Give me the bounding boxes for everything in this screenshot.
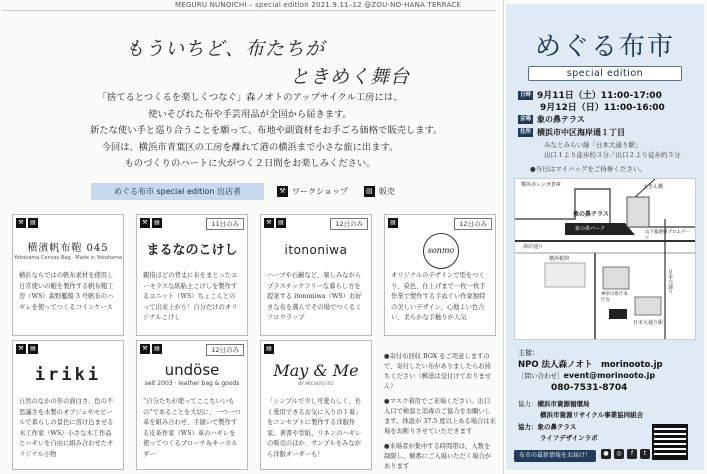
exhibitor-card [12, 340, 124, 470]
circle-icon[interactable]: ● [601, 449, 611, 459]
exhibitor-card [260, 340, 372, 470]
card-sub: BY MICHIYO ITO [298, 382, 334, 387]
legend-sale [364, 186, 395, 197]
date-tag: 11日のみ [206, 218, 244, 230]
sale-label: 販売 [378, 187, 395, 196]
headline-line2: ときめく舞台 [290, 66, 411, 88]
workshop-icon: ⚒ [140, 344, 150, 354]
sale-icon: ▤ [28, 218, 38, 228]
map-label: 海岸通り [523, 244, 544, 250]
exhibitor-card [12, 214, 124, 336]
legend-workshop [277, 186, 348, 197]
sns-icons [601, 449, 650, 459]
intro-line: 使いそびれた布や手芸用品が全国から届きます。 [148, 108, 352, 120]
coop-row [518, 399, 590, 408]
venue-row [518, 114, 585, 125]
organizer: NPO 法人森ノオト morinooto.jp [518, 360, 663, 370]
coop-2: 横浜市資源リサイクル事業協同組合 [540, 411, 644, 419]
map-label: 大さん橋 [643, 184, 664, 190]
intro-line: 新たな使い手と巡り合うことを願って、布地や副資材をお手ごろ価格で販売します。 [90, 125, 443, 136]
headline-line1: もういちど、布たちが [125, 38, 326, 60]
date-2: 9月12日（日）11:00-16:00 [540, 103, 665, 113]
sale-icon: ▤ [152, 218, 162, 228]
sale-icon: ▤ [28, 344, 38, 354]
exhibitor-card [136, 214, 248, 336]
card-desc: 親指ほどの背丈に布をまとったユーモラスな紙粘土こけしを製作するユニット（WS）ちょこんとのって出来上がり！自分だけのオリジナルこけし [143, 272, 238, 322]
card-logo: May & Me [273, 361, 359, 380]
coop-1: 横浜市資源循環局 [537, 400, 590, 408]
contact-label: ［問い合わせ］ [518, 372, 564, 380]
date-1: 9月11日（土）11:00-17:00 [537, 91, 662, 101]
column-divider [503, 0, 504, 474]
intro-line: 「捨てるとつくるを楽しくつなぐ」森ノオトのアップサイクル工房には、 [97, 92, 403, 103]
workshop-icon: ⚒ [16, 218, 26, 228]
instagram-icon[interactable]: ◎ [614, 449, 624, 459]
date-tag: 12日のみ [454, 218, 492, 230]
intro-text [90, 90, 443, 173]
date-label: 日時 [520, 92, 532, 98]
facebook-icon[interactable]: f [627, 449, 637, 459]
sale-icon: ▤ [152, 344, 162, 354]
card-icons [264, 344, 274, 354]
workshop-icon: ⚒ [16, 344, 26, 354]
exhibitor-card [384, 214, 496, 336]
note-item: ●マスク着用でご来場ください。出口入口で検温と消毒のご協力をお願いします。体温が 37.5 度以上ある場合は来場をお断りさせていただきます [384, 398, 496, 435]
organizer-label: 主催： [518, 349, 539, 357]
parking-note: ●当日はマイバッグをご持参ください。 [530, 165, 646, 173]
intro-line: 今回は、横浜市青葉区の工房を離れて港の横浜まで小さな旅に出ます。 [101, 141, 399, 153]
card-logo: 横濱帆布鞄 045 [27, 243, 109, 254]
coop-4: ライフデザインラボ [540, 434, 598, 442]
map-label: 日本大通り駅 [633, 320, 664, 326]
card-desc: 「シンプルで少し可愛らしく、長く愛用できるお気に入りの１着」をコンセプトに製作する洋服作家。著書や型紙、リネンのハギレの販売のほか、サンプルをみながら洋服オーダーも！ [267, 398, 362, 458]
event-subtitle: special edition [528, 66, 682, 81]
exhibitor-card [260, 214, 372, 336]
address: 横浜市中区海岸通１丁目 [537, 128, 626, 137]
workshop-icon: ⚒ [277, 186, 288, 197]
sale-icon: ▤ [276, 218, 286, 228]
card-icons [16, 344, 38, 354]
exhibitor-card [136, 340, 248, 470]
map-label: 山下臨港線プロムナード [645, 230, 690, 241]
card-icons [16, 218, 38, 228]
qr-code[interactable] [652, 424, 688, 460]
contact-row [518, 371, 655, 380]
date-tag: 12日のみ [206, 344, 244, 356]
card-icons [388, 218, 398, 228]
card-icons [264, 218, 286, 228]
workshop-label: ワークショップ [292, 187, 348, 196]
card-sub: Yokohama Canvas Bag · Made in Yokohama [13, 255, 123, 261]
sale-icon: ▤ [388, 218, 398, 228]
access-line-1: みなとみらい線「日本大通り駅」 [544, 141, 642, 149]
card-desc: 自然のなかの形の面白さ、色の不思議さを木製のオブジェやモビールで暮らしの景色に溶け込ませる木工作家（WS）小さな木工作品とハギレを自由に組み合わせたオリジナル小物 [19, 398, 114, 458]
workshop-icon: ⚒ [264, 218, 274, 228]
card-desc: ハーブや石鹸など、楽しみながらプラスチックフリーな暮らし方を提案する itononiwa（WS）お好きな布を選んでその場でつくるミツロウラップ [267, 272, 362, 322]
card-logo: itononiwa [284, 243, 348, 257]
coop-3: 協力：象の鼻テラス [518, 423, 577, 431]
card-icons [140, 344, 162, 354]
sale-icon: ▤ [364, 186, 375, 197]
venue: 象の鼻テラス [537, 115, 585, 124]
event-info-panel [506, 4, 704, 470]
card-icons [140, 218, 162, 228]
map-label: 象の鼻テラス [573, 211, 609, 218]
access-line-2: 出口１より徒歩約３分／出口２より徒歩約５分 [544, 151, 681, 159]
card-desc: オリジナルのデザインで型をつくり、染色、仕上げまで一枚一枚手作業で製作する手ぬぐい作家独特の美しいデザイン、心地よい色合い、柔らかな手触りが人気 [391, 272, 486, 322]
map-label: 日本大通り [667, 269, 673, 294]
contact-mail[interactable]: event@morinooto.jp [563, 371, 656, 380]
card-sub: seit 2003 · leather bag & goods [144, 380, 240, 387]
map-drawing [515, 179, 695, 339]
card-desc: 横浜ならではの帆布素材を使用し日常使いの鞄を製作する帆布鞄工房（WS）森野艦船 3 号帆布のハギレを使ってつくるコインケース [19, 272, 114, 311]
card-desc: “自分たちが使ってここちいいもの”であることを大切に、一つ一つ革を組み合わせ、手縫いで製作する皮革作家（WS）革のハギレを使ってつくるブローチ＆キーホルダー [143, 398, 241, 458]
twitter-icon[interactable]: t [640, 449, 650, 459]
map-label: 横浜税関 [549, 256, 570, 262]
addr-row [518, 127, 625, 138]
sonmo-logo: sonmo [423, 233, 459, 269]
card-logo: iriki [34, 365, 102, 385]
contact-tel[interactable]: 080-7531-8704 [551, 383, 628, 393]
intro-line: ものづくりのハートに火がつく２日間をお楽しみください。 [124, 158, 376, 169]
addr-label: 住所 [520, 129, 532, 135]
venue-map [514, 178, 696, 340]
notes [384, 352, 496, 474]
card-logo: undöse [164, 361, 220, 379]
map-label: 象の鼻パーク [575, 226, 606, 232]
card-logo: まるなのこけし [146, 243, 238, 258]
venue-label: 会場 [520, 116, 532, 122]
latest-info-bar: 布市の最新情報をお届け！ [514, 450, 596, 462]
note-item: ●来場者が集中する時間帯は、入数を制限し、順番にご入場いただく場合があります [384, 443, 492, 470]
header-rule [2, 10, 496, 11]
map-label: 神奈川県庁本庁舎 [601, 292, 628, 303]
exhibitors-label: めぐる布市 special edition 出店者 [91, 183, 264, 200]
note-item: ●寄付布回収 BOX をご用意しますので、寄付したい布がありましたらお持ちください（郵送は受付けておりません） [384, 353, 492, 390]
map-label: 横浜赤レンガ倉庫 [521, 182, 561, 188]
header-text: MEGURU NUNOICHI – special edition 2021.9.11–12 @ZOU-NO-HANA TERRACE [175, 1, 462, 9]
sale-icon: ▤ [264, 344, 274, 354]
coop-label: 協力： [518, 400, 538, 408]
legend-bar [91, 183, 419, 200]
workshop-icon: ⚒ [140, 218, 150, 228]
event-title: めぐる布市 [534, 32, 675, 62]
date-tag: 12日のみ [330, 218, 368, 230]
